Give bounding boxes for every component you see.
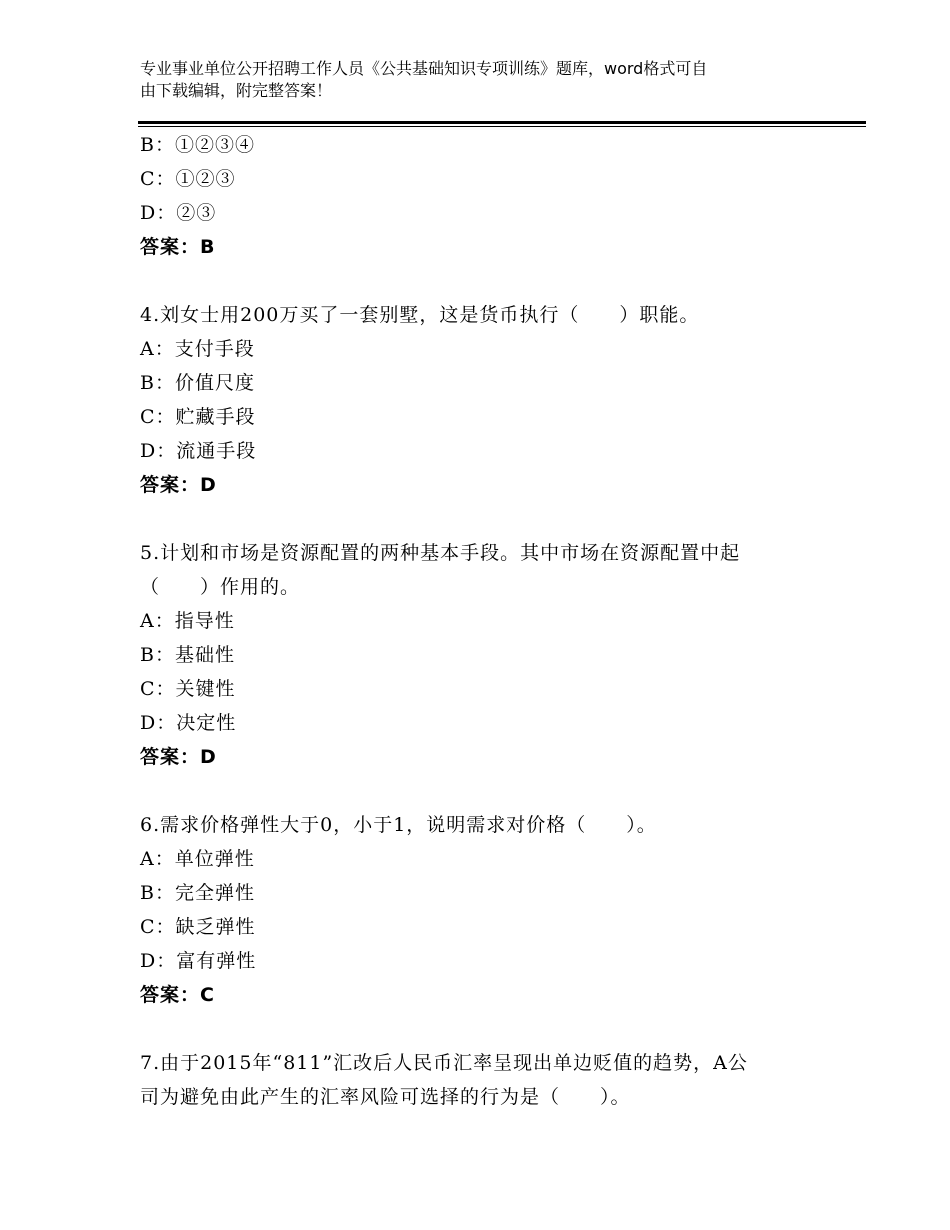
option-b: B：价值尺度 bbox=[140, 372, 255, 394]
page-header bbox=[140, 58, 820, 102]
answer: 答案：D bbox=[140, 746, 217, 768]
spacer bbox=[140, 264, 830, 298]
answer: 答案：C bbox=[140, 984, 215, 1006]
question-3-tail bbox=[140, 128, 830, 264]
question-6 bbox=[140, 808, 830, 1012]
answer: 答案：B bbox=[140, 236, 216, 258]
option-b: B：完全弹性 bbox=[140, 882, 255, 904]
question-stem-line-2: 司为避免由此产生的汇率风险可选择的行为是（ ）。 bbox=[140, 1086, 631, 1108]
question-7 bbox=[140, 1046, 830, 1114]
option-c: C：①②③ bbox=[140, 168, 236, 190]
option-c: C：贮藏手段 bbox=[140, 406, 256, 428]
question-stem-line-1: 5.计划和市场是资源配置的两种基本手段。其中市场在资源配置中起 bbox=[140, 542, 741, 564]
option-d: D：流通手段 bbox=[140, 440, 257, 462]
spacer bbox=[140, 774, 830, 808]
option-c: C：缺乏弹性 bbox=[140, 916, 256, 938]
header-line-2: 由下载编辑，附完整答案！ bbox=[140, 81, 333, 100]
question-5 bbox=[140, 536, 830, 774]
spacer bbox=[140, 502, 830, 536]
header-rule-thin bbox=[138, 126, 866, 127]
option-d: D：②③ bbox=[140, 202, 217, 224]
question-stem: 4.刘女士用200万买了一套别墅，这是货币执行（ ）职能。 bbox=[140, 304, 700, 326]
answer: 答案：D bbox=[140, 474, 217, 496]
question-4 bbox=[140, 298, 830, 502]
option-a: A：单位弹性 bbox=[140, 848, 255, 870]
spacer bbox=[140, 1012, 830, 1046]
option-b: B：基础性 bbox=[140, 644, 235, 666]
option-d: D：富有弹性 bbox=[140, 950, 257, 972]
header-line-1: 专业事业单位公开招聘工作人员《公共基础知识专项训练》题库，word格式可自 bbox=[140, 59, 708, 78]
header-rule-thick bbox=[138, 121, 866, 124]
option-b: B：①②③④ bbox=[140, 134, 255, 156]
question-stem-line-2: （ ）作用的。 bbox=[140, 576, 301, 598]
option-a: A：支付手段 bbox=[140, 338, 255, 360]
question-list bbox=[140, 128, 830, 1114]
option-c: C：关键性 bbox=[140, 678, 236, 700]
option-d: D：决定性 bbox=[140, 712, 237, 734]
option-a: A：指导性 bbox=[140, 610, 235, 632]
question-stem: 6.需求价格弹性大于0，小于1，说明需求对价格（ ）。 bbox=[140, 814, 657, 836]
question-stem-line-1: 7.由于2015年“811”汇改后人民币汇率呈现出单边贬值的趋势，A公 bbox=[140, 1052, 748, 1074]
